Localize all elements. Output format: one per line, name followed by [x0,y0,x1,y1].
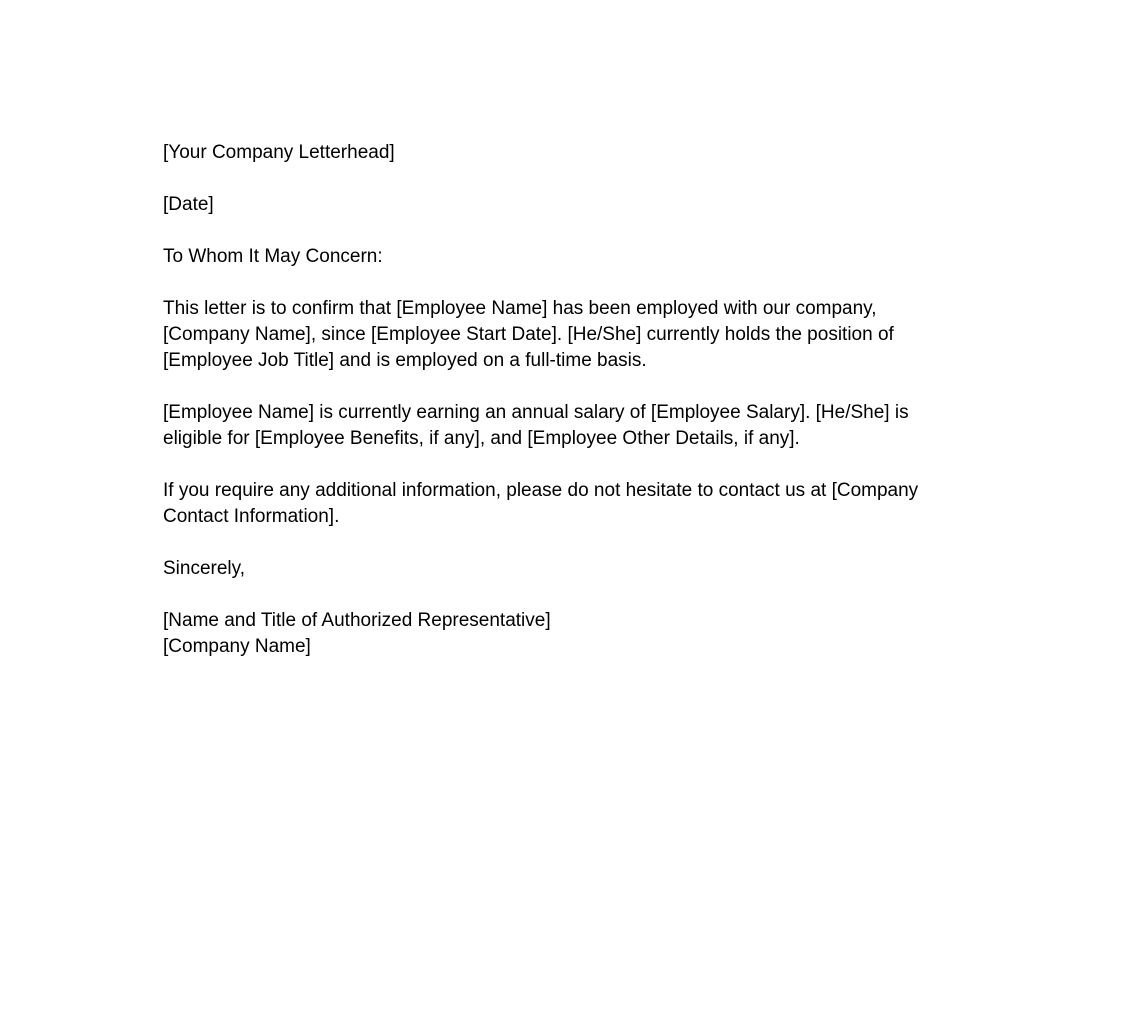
letterhead-placeholder: [Your Company Letterhead] [163,142,395,163]
closing: Sincerely, [163,558,246,579]
letter-body [163,140,963,660]
signature-company-name: [Company Name] [163,636,311,657]
signature-name-title: [Name and Title of Authorized Representative] [163,610,551,631]
paragraph-salary-benefits: [Employee Name] is currently earning an annual salary of [Employee Salary]. [He/She] is eligible for [Employee Benefits, if any], and [Employee Other Details, if any]. [163,402,909,449]
date-placeholder: [Date] [163,194,214,215]
salutation: To Whom It May Concern: [163,246,383,267]
paragraph-employment-confirmation: This letter is to confirm that [Employee Name] has been employed with our company, [Company Name], since [Employee Start Date]. [He/She] currently holds the position of [Employee Job Title] and is employed on a full-time basis. [163,298,894,371]
paragraph-contact-info: If you require any additional information, please do not hesitate to contact us at [Company Contact Information]. [163,480,919,527]
